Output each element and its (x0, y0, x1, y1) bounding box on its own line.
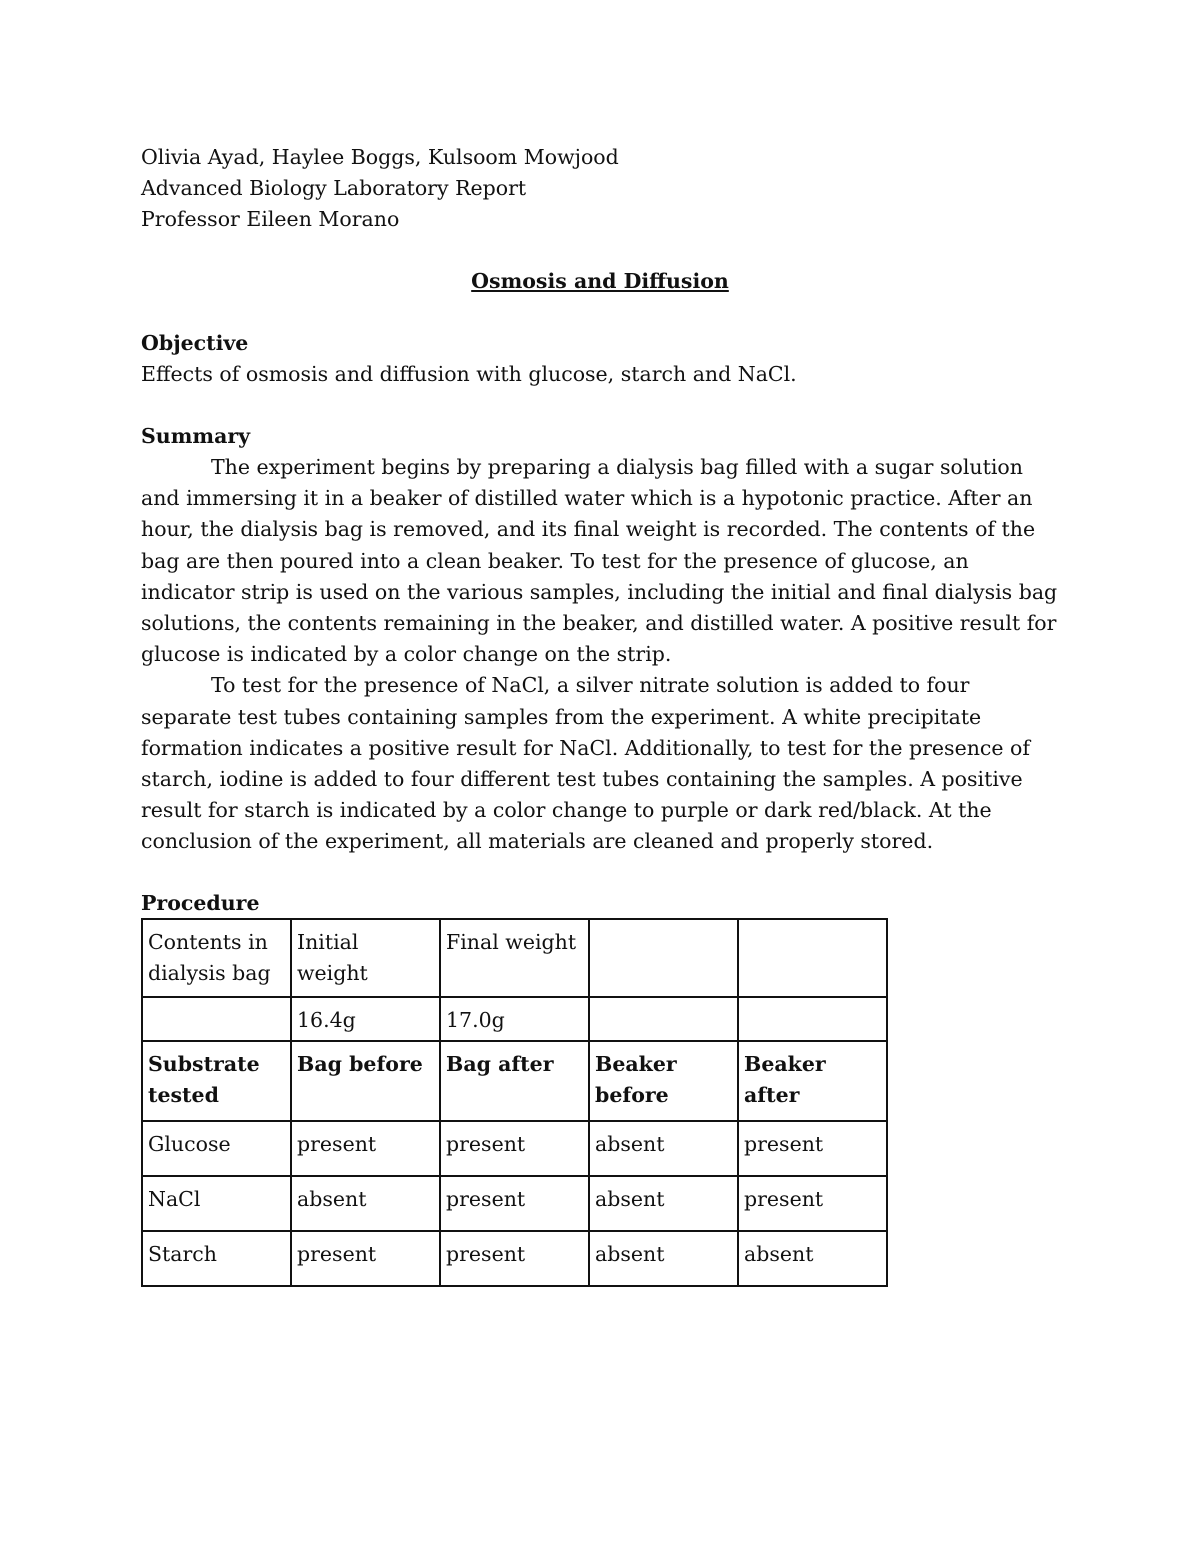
table-cell: NaCl (142, 1176, 291, 1231)
table-cell: absent (738, 1231, 887, 1286)
table-cell: Final weight (440, 919, 589, 997)
table-row (142, 1231, 887, 1286)
table-row (142, 1121, 887, 1176)
summary-heading: Summary (141, 424, 251, 448)
procedure-heading: Procedure (141, 891, 260, 915)
objective-text: Effects of osmosis and diffusion with glucose, starch and NaCl. (141, 362, 797, 386)
authors-line: Olivia Ayad, Haylee Boggs, Kulsoom Mowjood (141, 145, 619, 169)
table-cell: absent (589, 1121, 738, 1176)
table-cell: Initial weight (291, 919, 440, 997)
report-header (141, 142, 619, 235)
table-cell: 17.0g (440, 997, 589, 1041)
table-cell: present (291, 1121, 440, 1176)
table-cell (589, 919, 738, 997)
table-cell: present (440, 1176, 589, 1231)
table-row (142, 997, 887, 1041)
table-cell (142, 997, 291, 1041)
table-cell: present (291, 1231, 440, 1286)
summary-body (141, 452, 1061, 858)
table-cell: present (738, 1176, 887, 1231)
table-cell: absent (589, 1231, 738, 1286)
table-header-cell: Beaker after (738, 1041, 887, 1121)
table-header-cell: Beaker before (589, 1041, 738, 1121)
table-cell: Contents in dialysis bag (142, 919, 291, 997)
table-header-cell: Substrate tested (142, 1041, 291, 1121)
table-cell: present (738, 1121, 887, 1176)
table-cell (738, 997, 887, 1041)
table-cell: absent (589, 1176, 738, 1231)
table-header-cell: Bag after (440, 1041, 589, 1121)
report-title: Osmosis and Diffusion (471, 269, 729, 293)
table-header-cell: Bag before (291, 1041, 440, 1121)
table-cell: present (440, 1231, 589, 1286)
table-row (142, 919, 887, 997)
results-table (141, 918, 888, 1287)
table-row (142, 1041, 887, 1121)
table-cell (589, 997, 738, 1041)
table-cell: 16.4g (291, 997, 440, 1041)
table-cell: Starch (142, 1231, 291, 1286)
table-cell: present (440, 1121, 589, 1176)
objective-heading: Objective (141, 331, 249, 355)
table-cell: absent (291, 1176, 440, 1231)
professor-line: Professor Eileen Morano (141, 207, 400, 231)
summary-paragraph-2: To test for the presence of NaCl, a silver nitrate solution is added to four separate test tubes containing samples from the experiment. A white precipitate formation indicates a positive result for NaCl. Additionally, to test for the presence of starch, iodine is added to four different test tubes containing the samples. A positive result for starch is indicated by a color change to purple or dark red/black. At the conclusion of the experiment, all materials are cleaned and properly stored. (141, 673, 1030, 854)
course-line: Advanced Biology Laboratory Report (141, 176, 527, 200)
table-row (142, 1176, 887, 1231)
table-cell: Glucose (142, 1121, 291, 1176)
table-cell (738, 919, 887, 997)
summary-paragraph-1: The experiment begins by preparing a dialysis bag filled with a sugar solution and immersing it in a beaker of distilled water which is a hypotonic practice. After an hour, the dialysis bag is removed, and its final weight is recorded. The contents of the bag are then poured into a clean beaker. To test for the presence of glucose, an indicator strip is used on the various samples, including the initial and final dialysis bag solutions, the contents remaining in the beaker, and distilled water. A positive result for glucose is indicated by a color change on the strip. (141, 455, 1058, 667)
